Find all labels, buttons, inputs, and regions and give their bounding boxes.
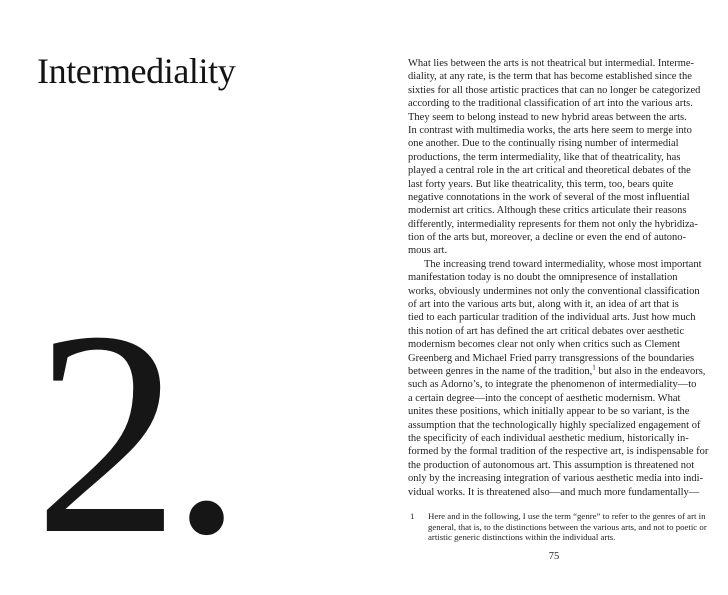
- text-line: last forty years. But like theatricality, this term, too, bears quite: [408, 178, 674, 190]
- text-line: They seem to belong instead to new hybrid areas between the arts.: [408, 111, 687, 123]
- footnote-line: artistic generic distinctions within the individual arts.: [428, 532, 616, 543]
- chapter-title: Intermediality: [37, 51, 236, 91]
- text-line: In contrast with multimedia works, the arts here seem to merge into: [408, 124, 692, 136]
- text-line: productions, the term intermediality, like that of theatricality, has: [408, 151, 681, 163]
- text-line: vidual works. It is threatened also—and much more fundamentally—: [408, 486, 700, 498]
- footnote-ref: 1: [592, 363, 596, 372]
- text-line: one another. Due to the continually rising number of intermedial: [408, 138, 679, 150]
- text-line: formed by the formal tradition of the respective art, is indispensable for: [408, 446, 709, 458]
- text-line: played a central role in the art critical and theoretical debates of the: [408, 165, 691, 177]
- text-line: manifestation today is no doubt the omnipresence of installation: [408, 272, 678, 284]
- chapter-number: 2.: [34, 272, 233, 595]
- text-line: negative connotations in the work of several of the most influential: [408, 191, 690, 203]
- footnote: [408, 511, 716, 543]
- text-line: assumption that the technologically highly specialized engagement of: [408, 419, 701, 431]
- text-line: diality, at any rate, is the term that has become established since the: [408, 71, 692, 83]
- text-line: differently, intermediality represents for them not only the hybridiza-: [408, 218, 698, 230]
- text-line: The increasing trend toward intermediality, whose most important: [424, 258, 702, 270]
- footnote-marker: 1: [410, 511, 415, 521]
- text-line: modernism becomes clear not only when critics such as Clement: [408, 339, 681, 351]
- text-line: tion of the arts but, moreover, a decline or even the end of autono-: [408, 232, 687, 244]
- text-line: this notion of art has defined the art critical debates over aesthetic: [408, 325, 685, 337]
- text-line: What lies between the arts is not theatrical but intermedial. Interme-: [408, 58, 695, 69]
- body-text-column: [408, 57, 716, 499]
- text-line: works, obviously undermines not only the conventional classification: [408, 285, 700, 297]
- footnote-line: general, that is, to the distinctions between the various arts, and not to poetic or: [428, 521, 707, 532]
- footnote-text: [428, 511, 716, 543]
- text-line: the specificity of each individual aesthetic medium, historically in-: [408, 432, 689, 444]
- text-line: a certain degree—into the concept of aesthetic modernism. What: [408, 392, 681, 404]
- text-line: the production of autonomous art. This assumption is threatened not: [408, 459, 695, 471]
- text-line: sixties for all those artistic practices that can no longer be categorized: [408, 84, 701, 96]
- page-number: 75: [548, 551, 560, 562]
- text-line: Greenberg and Michael Fried parry transgressions of the boundaries: [408, 352, 695, 364]
- text-line: such as Adorno’s, to integrate the phenomenon of intermediality—to: [408, 379, 697, 391]
- text-line: according to the traditional classification of art into the various arts.: [408, 98, 693, 110]
- footnote-line: Here and in the following, I use the term “genre” to refer to the genres of art in: [428, 511, 706, 521]
- text-line: of art into the various arts but, along with it, an idea of art that is: [408, 299, 679, 311]
- text-line: modernist art critics. Although these critics articulate their reasons: [408, 205, 687, 217]
- text-line: only by the increasing integration of various aesthetic media into indi-: [408, 473, 704, 485]
- text-line: mous art.: [408, 245, 448, 257]
- text-line: between genres in the name of the tradition,$^1$ but also in the endeavors,: [408, 363, 706, 377]
- text-line: unites these positions, which initially appear to be so variant, is the: [408, 406, 690, 418]
- text-line: tied to each particular tradition of the individual arts. Just how much: [408, 312, 696, 324]
